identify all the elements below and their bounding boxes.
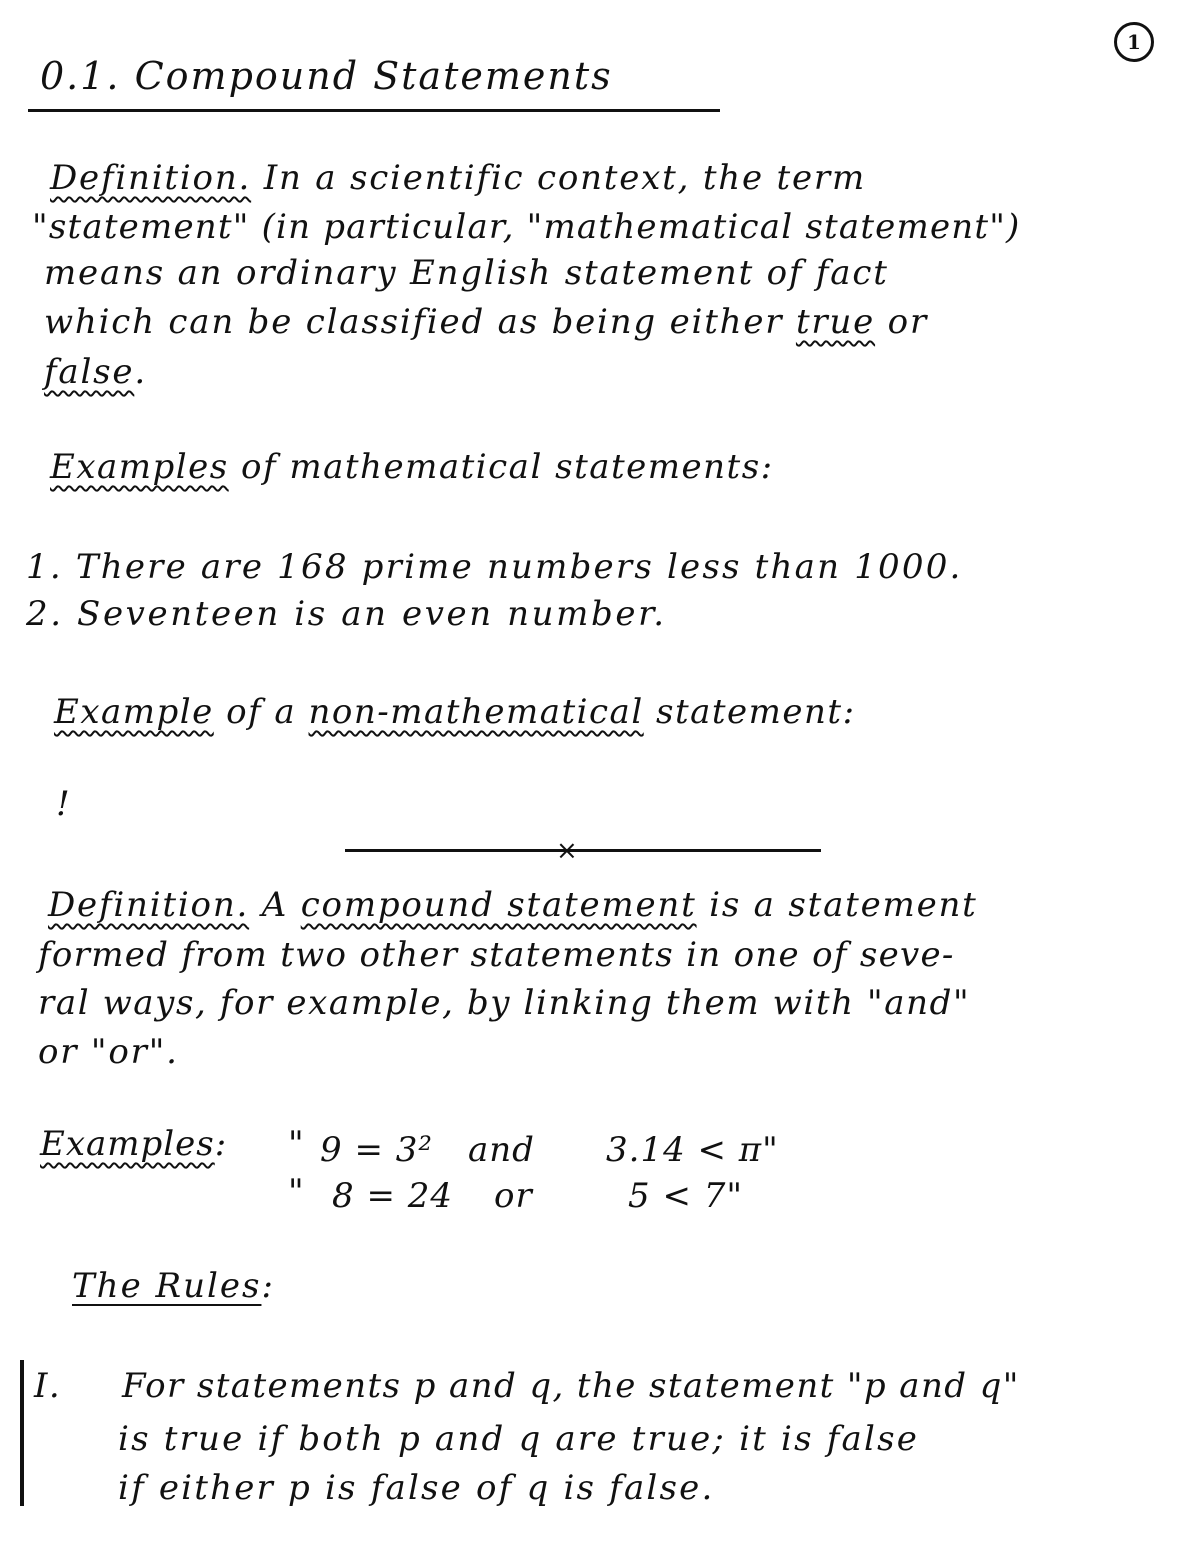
definition-1-line-2: "statement" (in particular, "mathematical statement") (32, 207, 1021, 247)
definition-2-line-4: or "or". (38, 1032, 179, 1072)
example-label: Example (54, 692, 214, 732)
examples-math-heading-text: of mathematical statements: (228, 447, 774, 487)
definition-1-line-3: means an ordinary English statement of fact (44, 253, 889, 293)
definition-2-a: A (249, 885, 301, 925)
page-number: 1 (1114, 22, 1154, 62)
true-term: true (795, 302, 876, 342)
compound-example-1-right: 3.14 < π" (606, 1130, 779, 1170)
definition-1-line-4 (44, 302, 928, 342)
definition-label-2: Definition. (48, 885, 250, 925)
rule-margin-bar (20, 1360, 24, 1506)
definition-1-line-4-text: which can be classified as being either (44, 302, 796, 342)
definition-2-line-1 (48, 885, 978, 925)
example-nonmath-statement: statement: (643, 692, 856, 732)
separator-mark: × (556, 836, 578, 866)
examples-compound-word: Examples (40, 1124, 215, 1164)
examples-math-item-1: 1. There are 168 prime numbers less than 1000. (26, 547, 963, 587)
false-term: false (44, 352, 135, 392)
examples-compound-colon: : (214, 1124, 228, 1164)
example-nonmath-body: ! (56, 784, 72, 824)
compound-example-1-left: 9 = 3² (320, 1130, 433, 1170)
definition-1-line-1 (50, 158, 866, 198)
definition-1-period: . (134, 352, 147, 392)
rules-heading (72, 1266, 275, 1306)
definition-2-line-3: ral ways, for example, by linking them with "and" (38, 983, 971, 1023)
compound-example-2-open: " (288, 1172, 305, 1212)
rule-numeral: I. (34, 1366, 62, 1406)
examples-math-heading (50, 447, 774, 487)
rules-heading-text: The Rules (72, 1266, 262, 1306)
compound-example-2-left: 8 = 24 (332, 1176, 453, 1216)
non-mathematical-term: non-mathematical (308, 692, 644, 732)
definition-2-line-2: formed from two other statements in one of seve- (38, 935, 955, 975)
example-nonmath-heading (54, 692, 856, 732)
rule-line-3: if either p is false of q is false. (118, 1468, 715, 1508)
rule-line-1: For statements p and q, the statement "p and q" (122, 1366, 1020, 1406)
examples-label: Examples (50, 447, 229, 487)
compound-example-1-open: " (288, 1124, 305, 1164)
page-title: 0.1. Compound Statements (40, 54, 613, 98)
compound-example-2-connective: or (494, 1176, 533, 1216)
compound-example-2-right: 5 < 7" (628, 1176, 744, 1216)
definition-2-rest: is a statement (696, 885, 978, 925)
definition-1-or: or (875, 302, 929, 342)
definition-1-line-5 (44, 352, 147, 392)
example-nonmath-of-a: of a (213, 692, 309, 732)
rule-line-2: is true if both p and q are true; it is false (118, 1419, 920, 1459)
rules-heading-colon: : (261, 1266, 275, 1306)
compound-example-1-connective: and (468, 1130, 535, 1170)
compound-statement-term: compound statement (300, 885, 697, 925)
examples-compound-label (40, 1124, 227, 1164)
definition-label: Definition. (50, 158, 252, 198)
definition-1-text: In a scientific context, the term (251, 158, 866, 198)
title-underline (28, 109, 720, 112)
section-separator (345, 849, 821, 852)
examples-math-item-2: 2. Seventeen is an even number. (26, 594, 667, 634)
